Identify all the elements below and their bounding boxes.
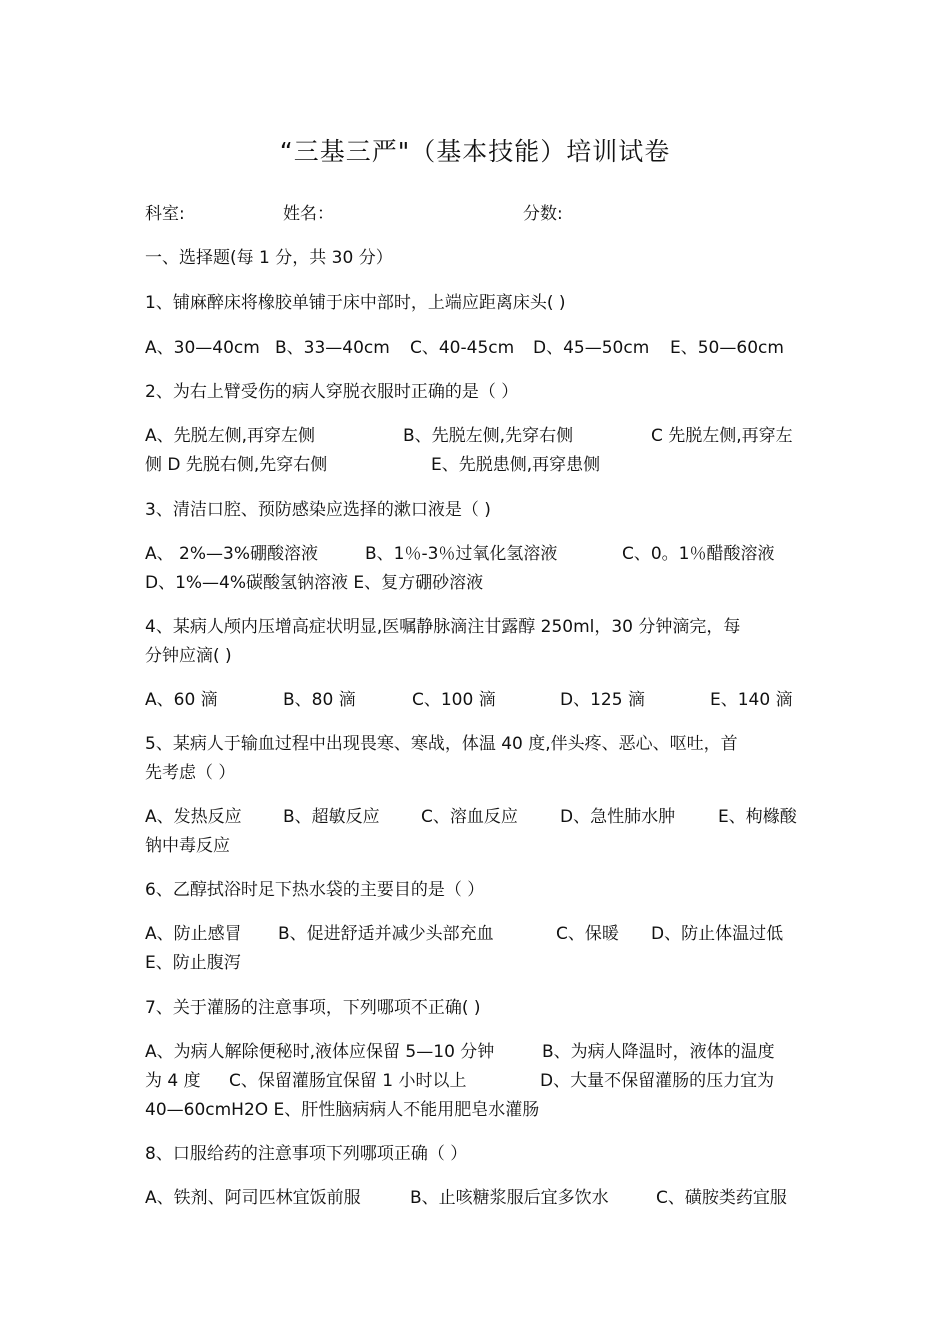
question-2-option-d: 侧 D 先脱右侧,先穿右侧	[145, 455, 328, 475]
question-5-option-d: D、急性肺水肿	[560, 807, 676, 827]
question-6-stem: 6、乙醇拭浴时足下热水袋的主要目的是（ ）	[145, 880, 485, 900]
question-3-options-line-2: D、1%—4%碳酸氢钠溶液 E、复方硼砂溶液	[145, 573, 484, 593]
question-1-stem: 1、铺麻醉床将橡胶单铺于床中部时，上端应距离床头( )	[145, 293, 566, 313]
question-4-option-c: C、100 滴	[412, 690, 496, 710]
question-5-stem-line-2: 先考虑（ ）	[145, 763, 236, 783]
question-6-options-line-2: E、防止腹泻	[145, 953, 241, 973]
section-heading: 一、选择题(每 1 分，共 30 分）	[145, 248, 393, 268]
question-7-option-d: D、大量不保留灌肠的压力宜为	[540, 1071, 775, 1091]
page-title: “三基三严"（基本技能）培训试卷	[279, 137, 671, 166]
question-2-stem: 2、为右上臂受伤的病人穿脱衣服时正确的是（ ）	[145, 382, 519, 402]
question-7-option-b: B、为病人降温时，液体的温度	[542, 1042, 775, 1062]
question-5-option-c: C、溶血反应	[421, 807, 518, 827]
question-8-option-a: A、铁剂、阿司匹林宜饭前服	[145, 1188, 361, 1208]
question-7-option-c: C、保留灌肠宜保留 1 小时以上	[229, 1071, 467, 1091]
question-5-options-line-2: 钠中毒反应	[145, 836, 230, 856]
department-field-label: 科室:	[145, 204, 185, 224]
question-6-option-a: A、防止感冒	[145, 924, 242, 944]
question-4-stem-line-1: 4、某病人颅内压增高症状明显,医嘱静脉滴注甘露醇 250ml，30 分钟滴完，每	[145, 617, 741, 637]
question-3-stem: 3、清洁口腔、预防感染应选择的漱口液是（ )	[145, 500, 491, 520]
question-6-option-c: C、保暖	[556, 924, 619, 944]
question-4-option-a: A、60 滴	[145, 690, 218, 710]
question-4-option-e: E、140 滴	[710, 690, 793, 710]
question-1-option-e: E、50—60cm	[670, 338, 784, 358]
question-2-option-a: A、先脱左侧,再穿左侧	[145, 426, 316, 446]
question-2-option-c: C 先脱左侧,再穿左	[651, 426, 793, 446]
question-6-option-b: B、促进舒适并减少头部充血	[278, 924, 494, 944]
question-5-option-b: B、超敏反应	[283, 807, 380, 827]
question-4-stem-line-2: 分钟应滴( )	[145, 646, 232, 666]
question-1-option-a: A、30—40cm	[145, 338, 260, 358]
question-3-option-a: A、 2%—3%硼酸溶液	[145, 544, 318, 564]
question-5-option-e: E、枸橼酸	[718, 807, 797, 827]
question-4-option-d: D、125 滴	[560, 690, 645, 710]
question-3-option-b: B、1％-3％过氧化氢溶液	[365, 544, 558, 564]
question-7-stem: 7、关于灌肠的注意事项，下列哪项不正确( )	[145, 998, 481, 1018]
question-1-option-d: D、45—50cm	[533, 338, 650, 358]
question-1-option-b: B、33—40cm	[275, 338, 390, 358]
question-5-option-a: A、发热反应	[145, 807, 242, 827]
question-7-option-a: A、为病人解除便秘时,液体应保留 5—10 分钟	[145, 1042, 495, 1062]
question-6-option-d: D、防止体温过低	[651, 924, 784, 944]
question-3-option-c: C、0。1％醋酸溶液	[622, 544, 775, 564]
question-7-options-line-3: 40—60cmH2O E、肝性脑病病人不能用肥皂水灌肠	[145, 1100, 540, 1120]
question-8-option-b: B、止咳糖浆服后宜多饮水	[410, 1188, 609, 1208]
question-1-option-c: C、40-45cm	[410, 338, 515, 358]
question-2-option-b: B、先脱左侧,先穿右侧	[403, 426, 574, 446]
question-5-stem-line-1: 5、某病人于输血过程中出现畏寒、寒战，体温 40 度,伴头疼、恶心、呕吐，首	[145, 734, 738, 754]
score-field-label: 分数:	[523, 204, 563, 224]
name-field-label: 姓名：	[283, 204, 334, 224]
question-2-option-e: E、先脱患侧,再穿患侧	[431, 455, 601, 475]
question-4-option-b: B、80 滴	[283, 690, 356, 710]
question-8-stem: 8、口服给药的注意事项下列哪项正确（ ）	[145, 1144, 468, 1164]
question-7-option-c-prefix: 为 4 度	[145, 1071, 201, 1091]
question-8-option-c: C、磺胺类药宜服	[656, 1188, 787, 1208]
